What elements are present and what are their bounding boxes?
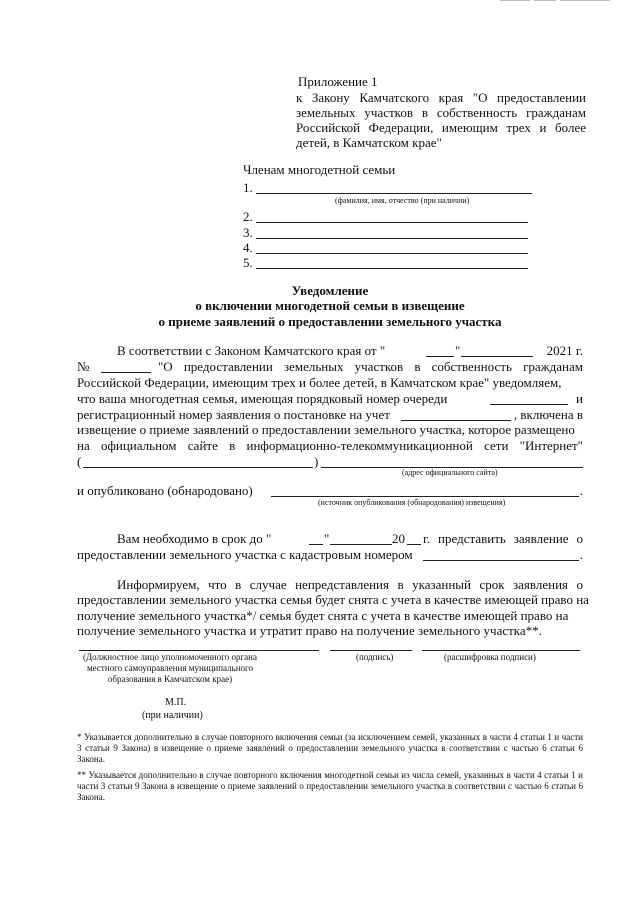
p1-l5-b: , включена в (513, 407, 583, 422)
addressee-line-3[interactable] (256, 238, 528, 239)
addressee-num-5: 5. (243, 255, 253, 270)
p2-l1-a: Вам необходимо в срок до " (117, 531, 272, 546)
p1-l5-a: регистрационный номер заявления о постановке на учет (77, 407, 390, 422)
p1-l8-open: ( (77, 454, 82, 469)
pub-caption: (источник опубликования (обнародования) извещения) (318, 498, 506, 507)
deadline-year-field[interactable] (407, 544, 421, 545)
p2-l2: предоставлении земельного участка с кадастровым номером (77, 547, 413, 562)
p3-line-2: предоставлении земельного участка семья будет снята с учета в качестве имеющей право на (77, 592, 589, 607)
fio-caption: (фамилия, имя, отчество (при наличии) (335, 196, 470, 205)
stamp-label: М.П. (165, 697, 187, 708)
addressee-num-2: 2. (243, 209, 253, 224)
p1-line-3: Российской Федерации, имеющим трех и более детей, в Камчатском крае" уведомляем, (77, 375, 562, 390)
addressee-num-4: 4. (243, 240, 253, 255)
deadline-month-field[interactable] (330, 544, 392, 545)
appendix-law-text: к Закону Камчатского края "О предоставлении земельных участков в собственность гражданам Российской Федерации, имеющим трех и более детей, в Камчатском крае" (296, 90, 586, 150)
publication-source-field[interactable] (271, 496, 579, 497)
addressee-num-3: 3. (243, 225, 253, 240)
addressee-num-1: 1. (243, 180, 253, 195)
signature-line[interactable] (330, 650, 412, 651)
date-month-field[interactable] (461, 356, 533, 357)
official-line[interactable] (79, 650, 319, 651)
p1-l1-a: В соответствии с Законом Камчатского края от " (117, 343, 386, 358)
deadline-day-field[interactable] (309, 544, 323, 545)
p1-l2-a: № (77, 359, 90, 374)
footnote-1: * Указывается дополнительно в случае повторного включения семьи (за исключением семей, указанных в части 4 статьи 1 и части 3 статьи 9 Закона) в извещение о приеме заявлений о предоставлении земельного участка в соответствии с частью 6 статьи 6 Закона. (77, 732, 583, 764)
pub-label: и опубликовано (обнародовано) (77, 483, 253, 498)
p1-l4-b: и (576, 391, 583, 406)
site-address-field-a[interactable] (83, 467, 313, 468)
p1-line-6: извещение о приеме заявлений о предоставлении земельного участка, которое размещено (77, 422, 575, 437)
p2-l1-c: 20 (392, 531, 405, 546)
p1-l1-b: " (455, 343, 461, 358)
p3-line-3: получение земельного участка*/ семья будет снята с учета в качестве имеющей право на (77, 608, 569, 623)
notice-title-2: о включении многодетной семьи в извещение (195, 298, 465, 313)
p3-line-4: получение земельного участка и утратит право на получение земельного участка**. (77, 623, 542, 638)
addressee-line-2[interactable] (256, 222, 528, 223)
p2-l1-b: " (324, 531, 330, 546)
decode-caption: (расшифровка подписи) (444, 652, 536, 662)
date-day-field[interactable] (426, 356, 454, 357)
notice-title-1: Уведомление (291, 283, 369, 298)
p1-line-7: на официальном сайте в информационно-телекоммуникационной сети "Интернет" (77, 438, 583, 453)
site-caption: (адрес официального сайта) (402, 468, 498, 477)
registration-number-field[interactable] (401, 420, 511, 421)
addressee-line-5[interactable] (256, 268, 528, 269)
appendix-title: Приложение 1 (298, 74, 378, 89)
footnote-2: ** Указывается дополнительно в случае повторного включения многодетной семьи из числа семей, указанных в части 4 статьи 1 и части 3 статьи 9 Закона в извещение о приеме заявлений о предоставлении земельного участка в соответствии с частью 6 статьи 6 Закона. (77, 770, 583, 802)
addressee-heading: Членам многодетной семьи (243, 162, 396, 177)
addressee-line-4[interactable] (256, 253, 528, 254)
p1-l1-c: 2021 г. (546, 343, 583, 358)
p1-l2-b: "О предоставлении земельных участков в собственность гражданам (158, 359, 583, 374)
pub-end: . (579, 483, 583, 498)
p1-l4-a: что ваша многодетная семья, имеющая порядковый номер очереди (77, 391, 448, 406)
decode-line[interactable] (422, 650, 580, 651)
p2-l1-d: г. представить заявление о (423, 531, 583, 546)
p3-line-1: Информируем, что в случае непредставления в указанный срок заявления о (117, 577, 583, 592)
addressee-line-1[interactable] (256, 193, 532, 194)
official-caption: (Должностное лицо уполномоченного органа местного самоуправления муниципального образования в Камчатском крае) (83, 652, 257, 684)
notice-title-3: о приеме заявлений о предоставлении земельного участка (158, 314, 502, 329)
p1-l8-close: ) (314, 454, 319, 469)
queue-number-field[interactable] (490, 404, 568, 405)
scan-header-marks (500, 0, 628, 6)
p2-l2-end: . (579, 547, 583, 562)
stamp-note: (при наличии) (142, 710, 203, 721)
sign-caption: (подпись) (356, 652, 394, 662)
cadastral-number-field[interactable] (423, 560, 579, 561)
law-number-field[interactable] (101, 372, 151, 373)
